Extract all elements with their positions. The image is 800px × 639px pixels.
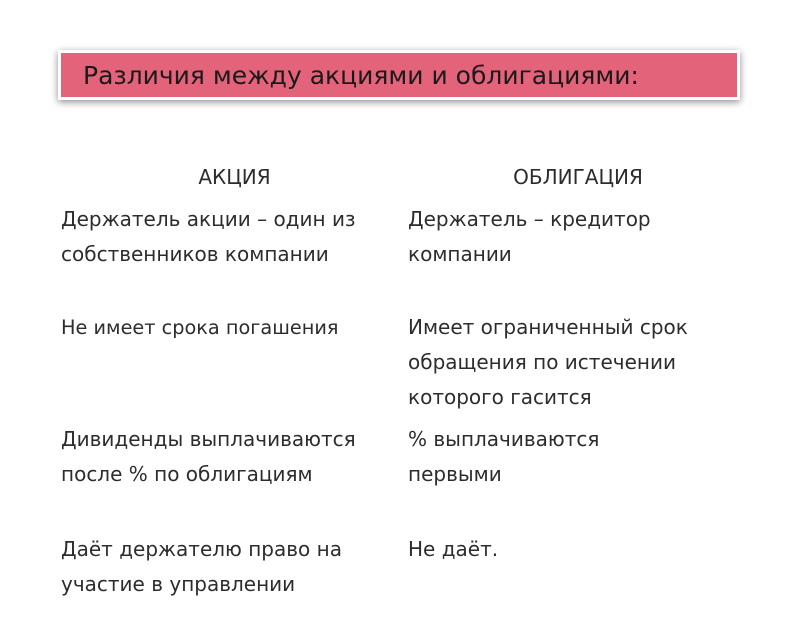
stock-cell: Не имеет срока погашения <box>61 316 339 339</box>
table-row <box>61 529 761 639</box>
table-row <box>61 307 761 419</box>
header-stock: АКЦИЯ <box>198 165 271 189</box>
table-header-row <box>61 155 761 199</box>
bond-cell: Держатель – кредитор компании <box>408 207 651 266</box>
stock-cell: Даёт держателю право на участие в управлении <box>61 537 342 596</box>
stock-cell: Держатель акции – один из собственников компании <box>61 207 356 266</box>
slide-title-banner <box>58 50 740 100</box>
bond-cell: Не даёт. <box>408 537 499 561</box>
comparison-table <box>61 155 761 639</box>
table-row <box>61 199 761 307</box>
header-bond: ОБЛИГАЦИЯ <box>513 165 643 189</box>
bond-cell: % выплачиваются первыми <box>408 427 600 486</box>
bond-cell: Имеет ограниченный срок обращения по истечении которого гасится <box>408 315 688 409</box>
table-row <box>61 419 761 529</box>
stock-cell: Дивиденды выплачиваются после % по облигациям <box>61 427 356 486</box>
slide-title: Различия между акциями и облигациями: <box>83 60 639 90</box>
